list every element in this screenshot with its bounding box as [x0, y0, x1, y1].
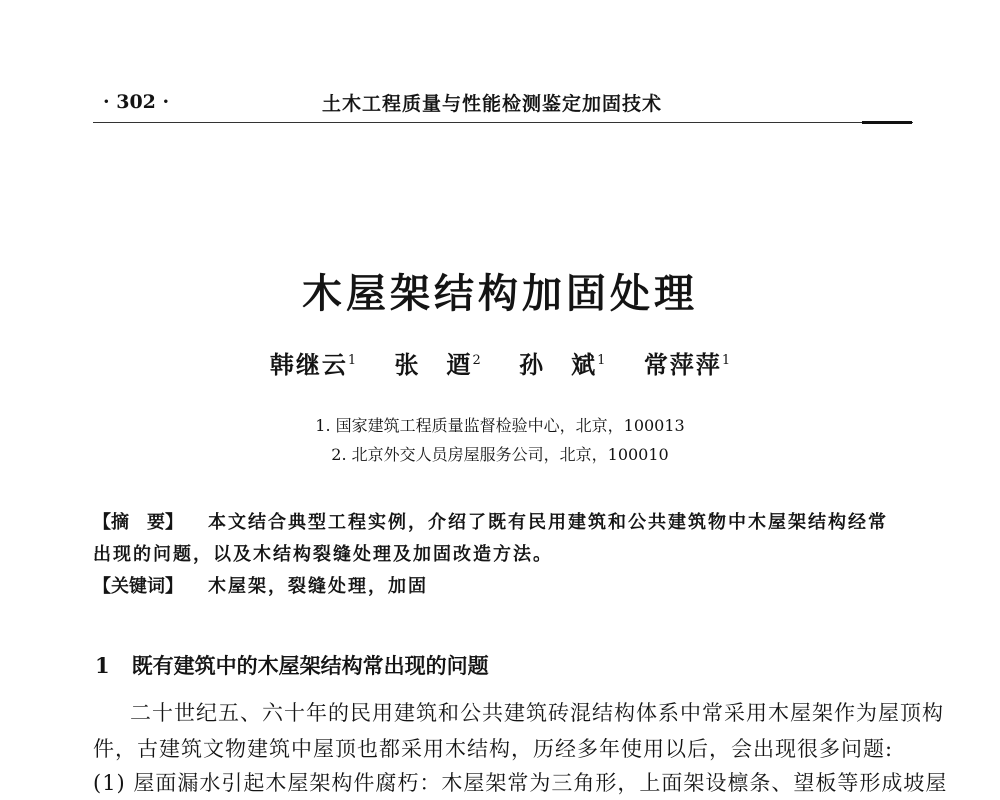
- abstract-label: 【摘 要】: [93, 512, 183, 533]
- abstract-text-line: 本文结合典型工程实例，介绍了既有民用建筑和公共建筑物中木屋架结构经常: [208, 512, 888, 533]
- header-rule-accent: [862, 121, 912, 124]
- affiliation: 1. 国家建筑工程质量监督检验中心，北京，100013: [315, 416, 685, 435]
- section-title: 既有建筑中的木屋架结构常出现的问题: [131, 653, 489, 678]
- header-rule: [93, 122, 913, 123]
- running-title: 土木工程质量与性能检测鉴定加固技术: [322, 93, 663, 115]
- author: [270, 345, 356, 380]
- author-name: 张 逎: [394, 350, 473, 379]
- section-number: 1: [95, 653, 110, 678]
- author-affiliation-mark: 2: [472, 353, 481, 368]
- author: [644, 345, 730, 380]
- section-heading: [95, 650, 489, 680]
- page-number: · 302 ·: [103, 91, 170, 113]
- author-name: 常萍萍: [643, 350, 722, 379]
- abstract-text-line: 出现的问题，以及木结构裂缝处理及加固改造方法。: [93, 544, 553, 565]
- author-affiliation-mark: 1: [597, 353, 606, 368]
- author-affiliation-mark: 1: [347, 353, 357, 368]
- keywords-text: 木屋架，裂缝处理，加固: [208, 576, 428, 597]
- author-affiliation-mark: 1: [721, 353, 731, 368]
- author-name: 韩继云: [269, 350, 348, 379]
- body-text-line: 件，古建筑文物建筑中屋顶也都采用木结构，历经多年使用以后，会出现很多问题:: [93, 737, 894, 761]
- author: [395, 345, 481, 380]
- author: [519, 345, 605, 380]
- body-text-line: (1) 屋面漏水引起木屋架构件腐朽：木屋架常为三角形，上面架设檩条、望板等形成坡屋: [93, 771, 948, 795]
- article-title: 木屋架结构加固处理: [302, 270, 698, 317]
- author-list: [0, 345, 1000, 380]
- body-text-line: 二十世纪五、六十年的民用建筑和公共建筑砖混结构体系中常采用木屋架作为屋顶构: [130, 701, 944, 725]
- affiliation: 2. 北京外交人员房屋服务公司，北京，100010: [331, 445, 669, 464]
- keywords-label: 【关键词】: [93, 576, 183, 597]
- author-name: 孙 斌: [519, 350, 598, 379]
